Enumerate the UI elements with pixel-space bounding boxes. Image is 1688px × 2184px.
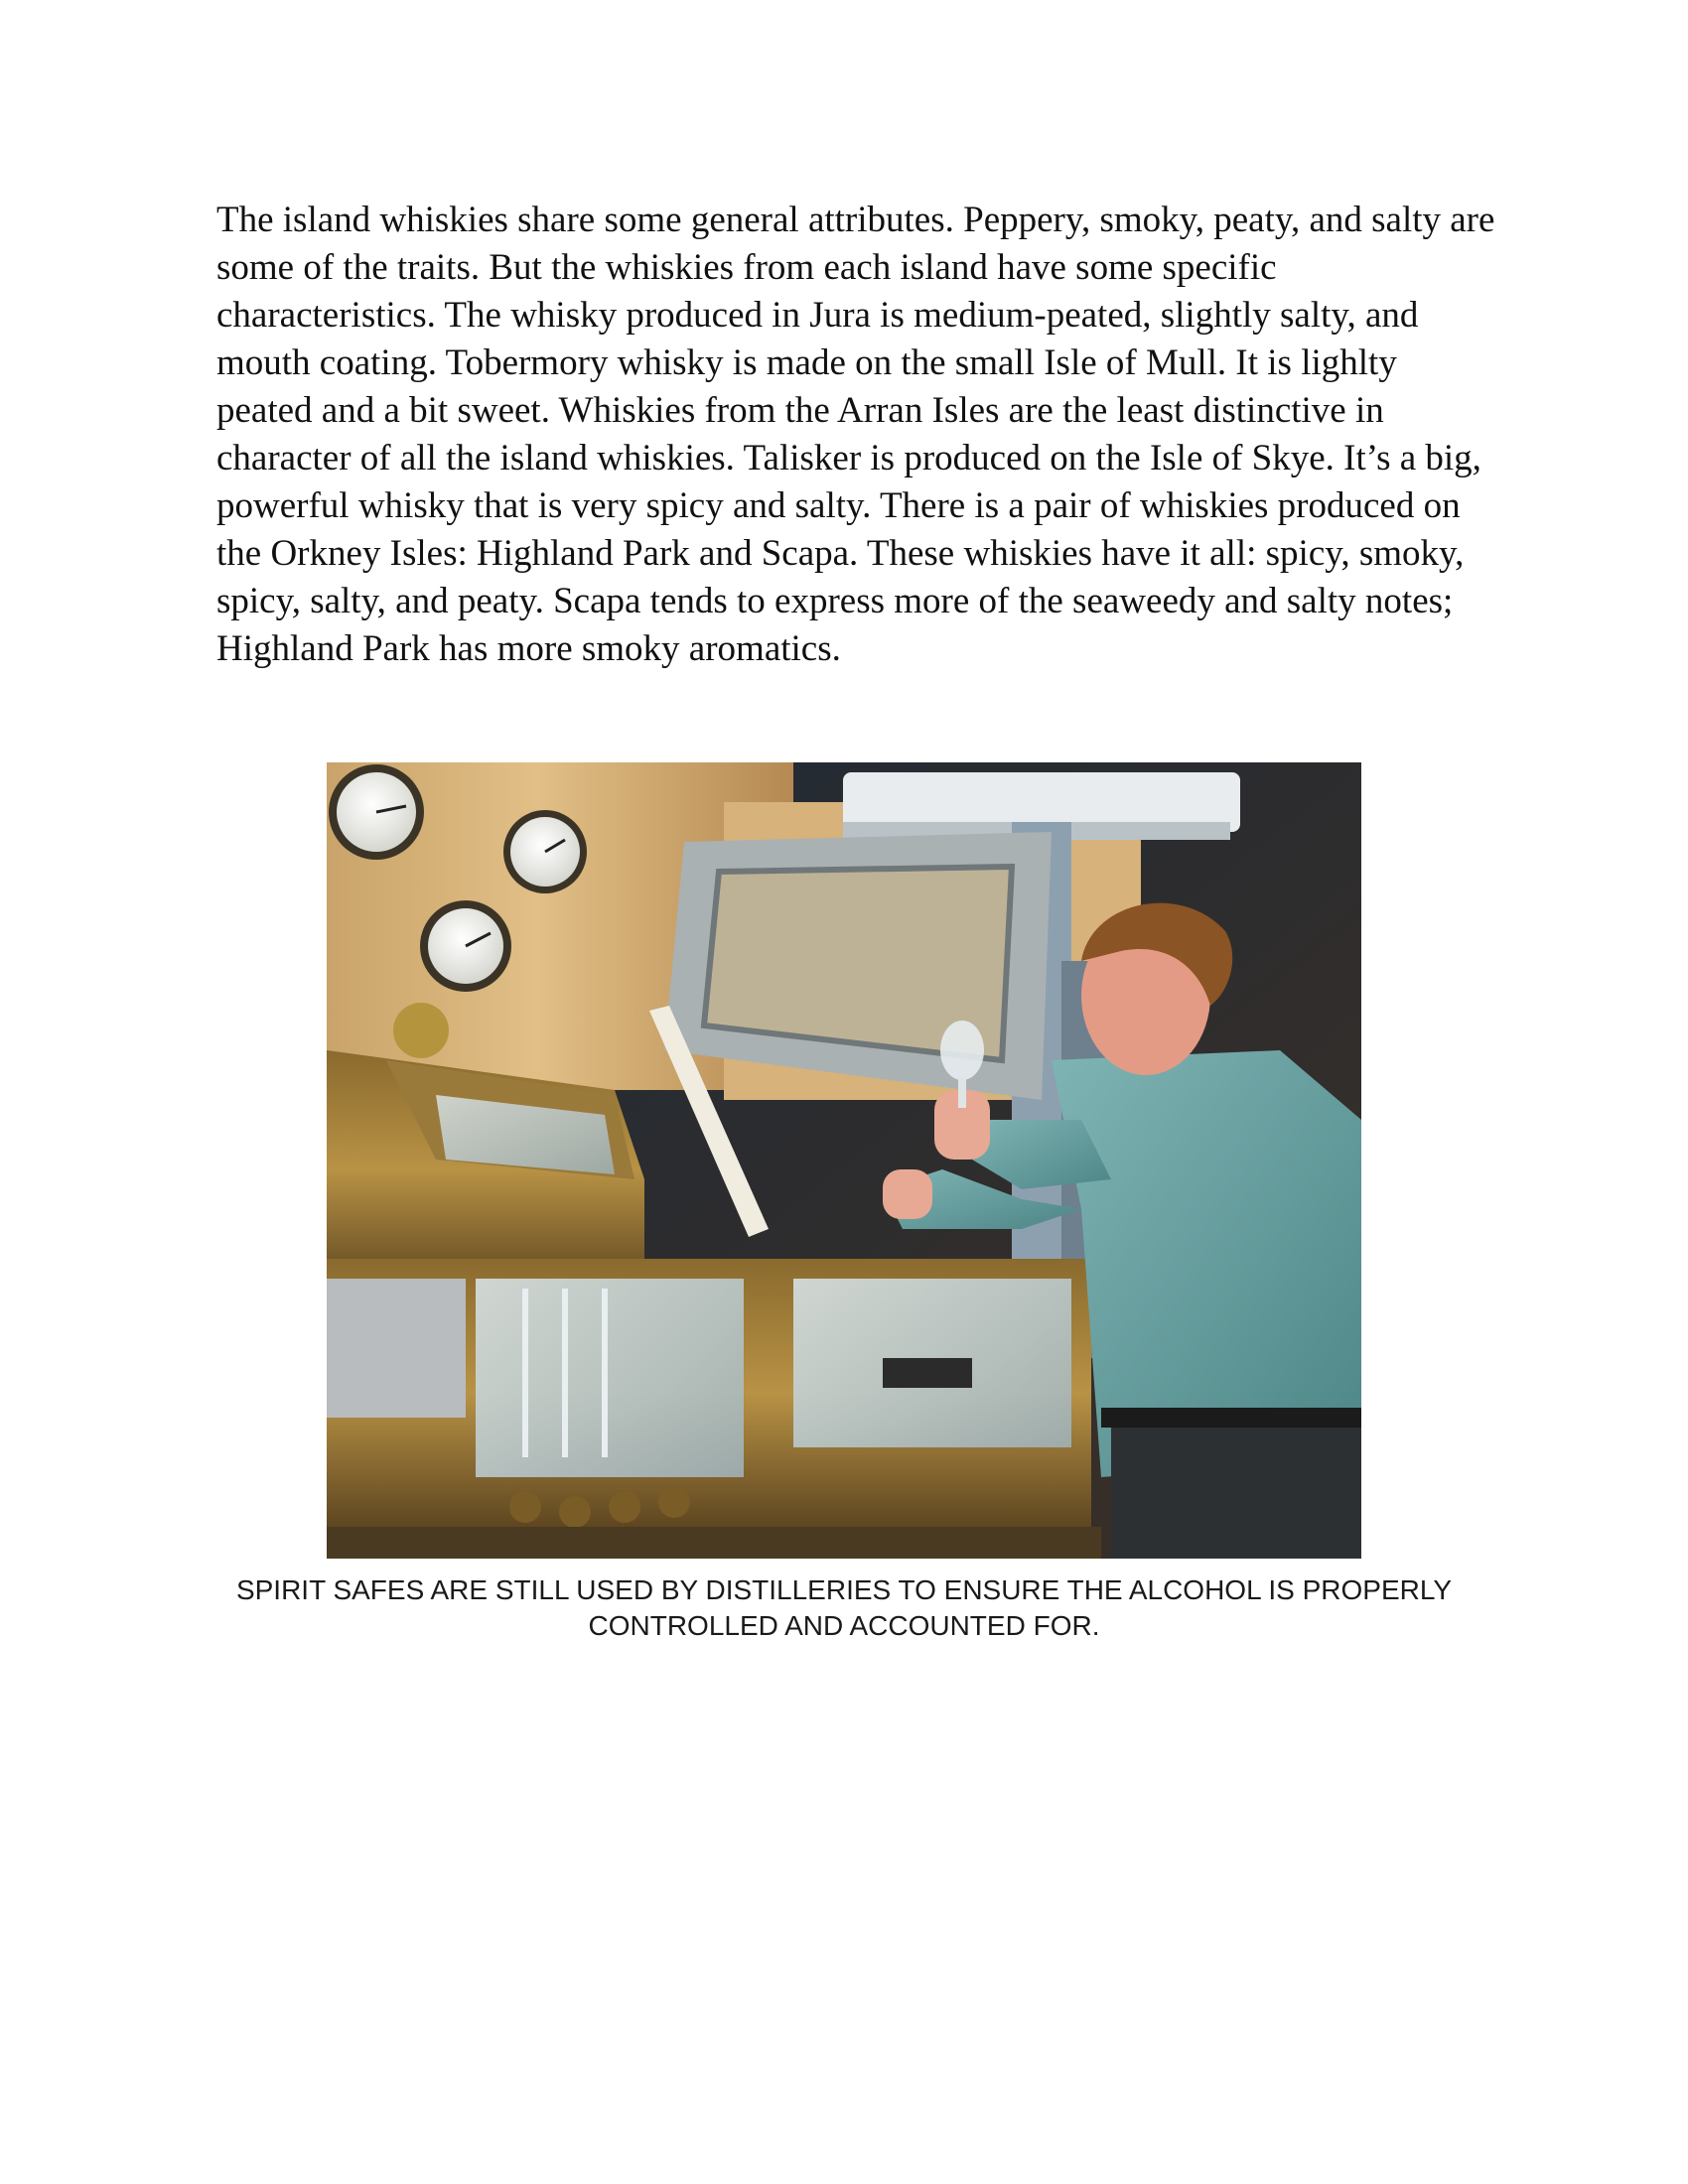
spirit-safe-photo: [327, 762, 1361, 1559]
figure-caption: SPIRIT SAFES ARE STILL USED BY DISTILLERIES TO ENSURE THE ALCOHOL IS PROPERLY CONTROLLED AND ACCOUNTED FOR.: [235, 1574, 1453, 1641]
body-paragraph: The island whiskies share some general attributes. Peppery, smoky, peaty, and salty are some of the traits. But the whiskies from each island have some specific characteristics. The whisky produced in Jura is medium-peated, slightly salty, and mouth coating. Tobermory whisky is made on the small Isle of Mull. It is lighlty peated and a bit sweet. Whiskies from the Arran Isles are the least distinctive in character of all the island whiskies. Talisker is produced on the Isle of Skye. It’s a big, powerful whisky that is very spicy and salty. There is a pair of whiskies produced on the Orkney Isles: Highland Park and Scapa. These whiskies have it all: spicy, smoky, spicy, salty, and peaty. Scapa tends to express more of the seaweedy and salty notes; Highland Park has more smoky aromatics.: [216, 200, 1495, 669]
